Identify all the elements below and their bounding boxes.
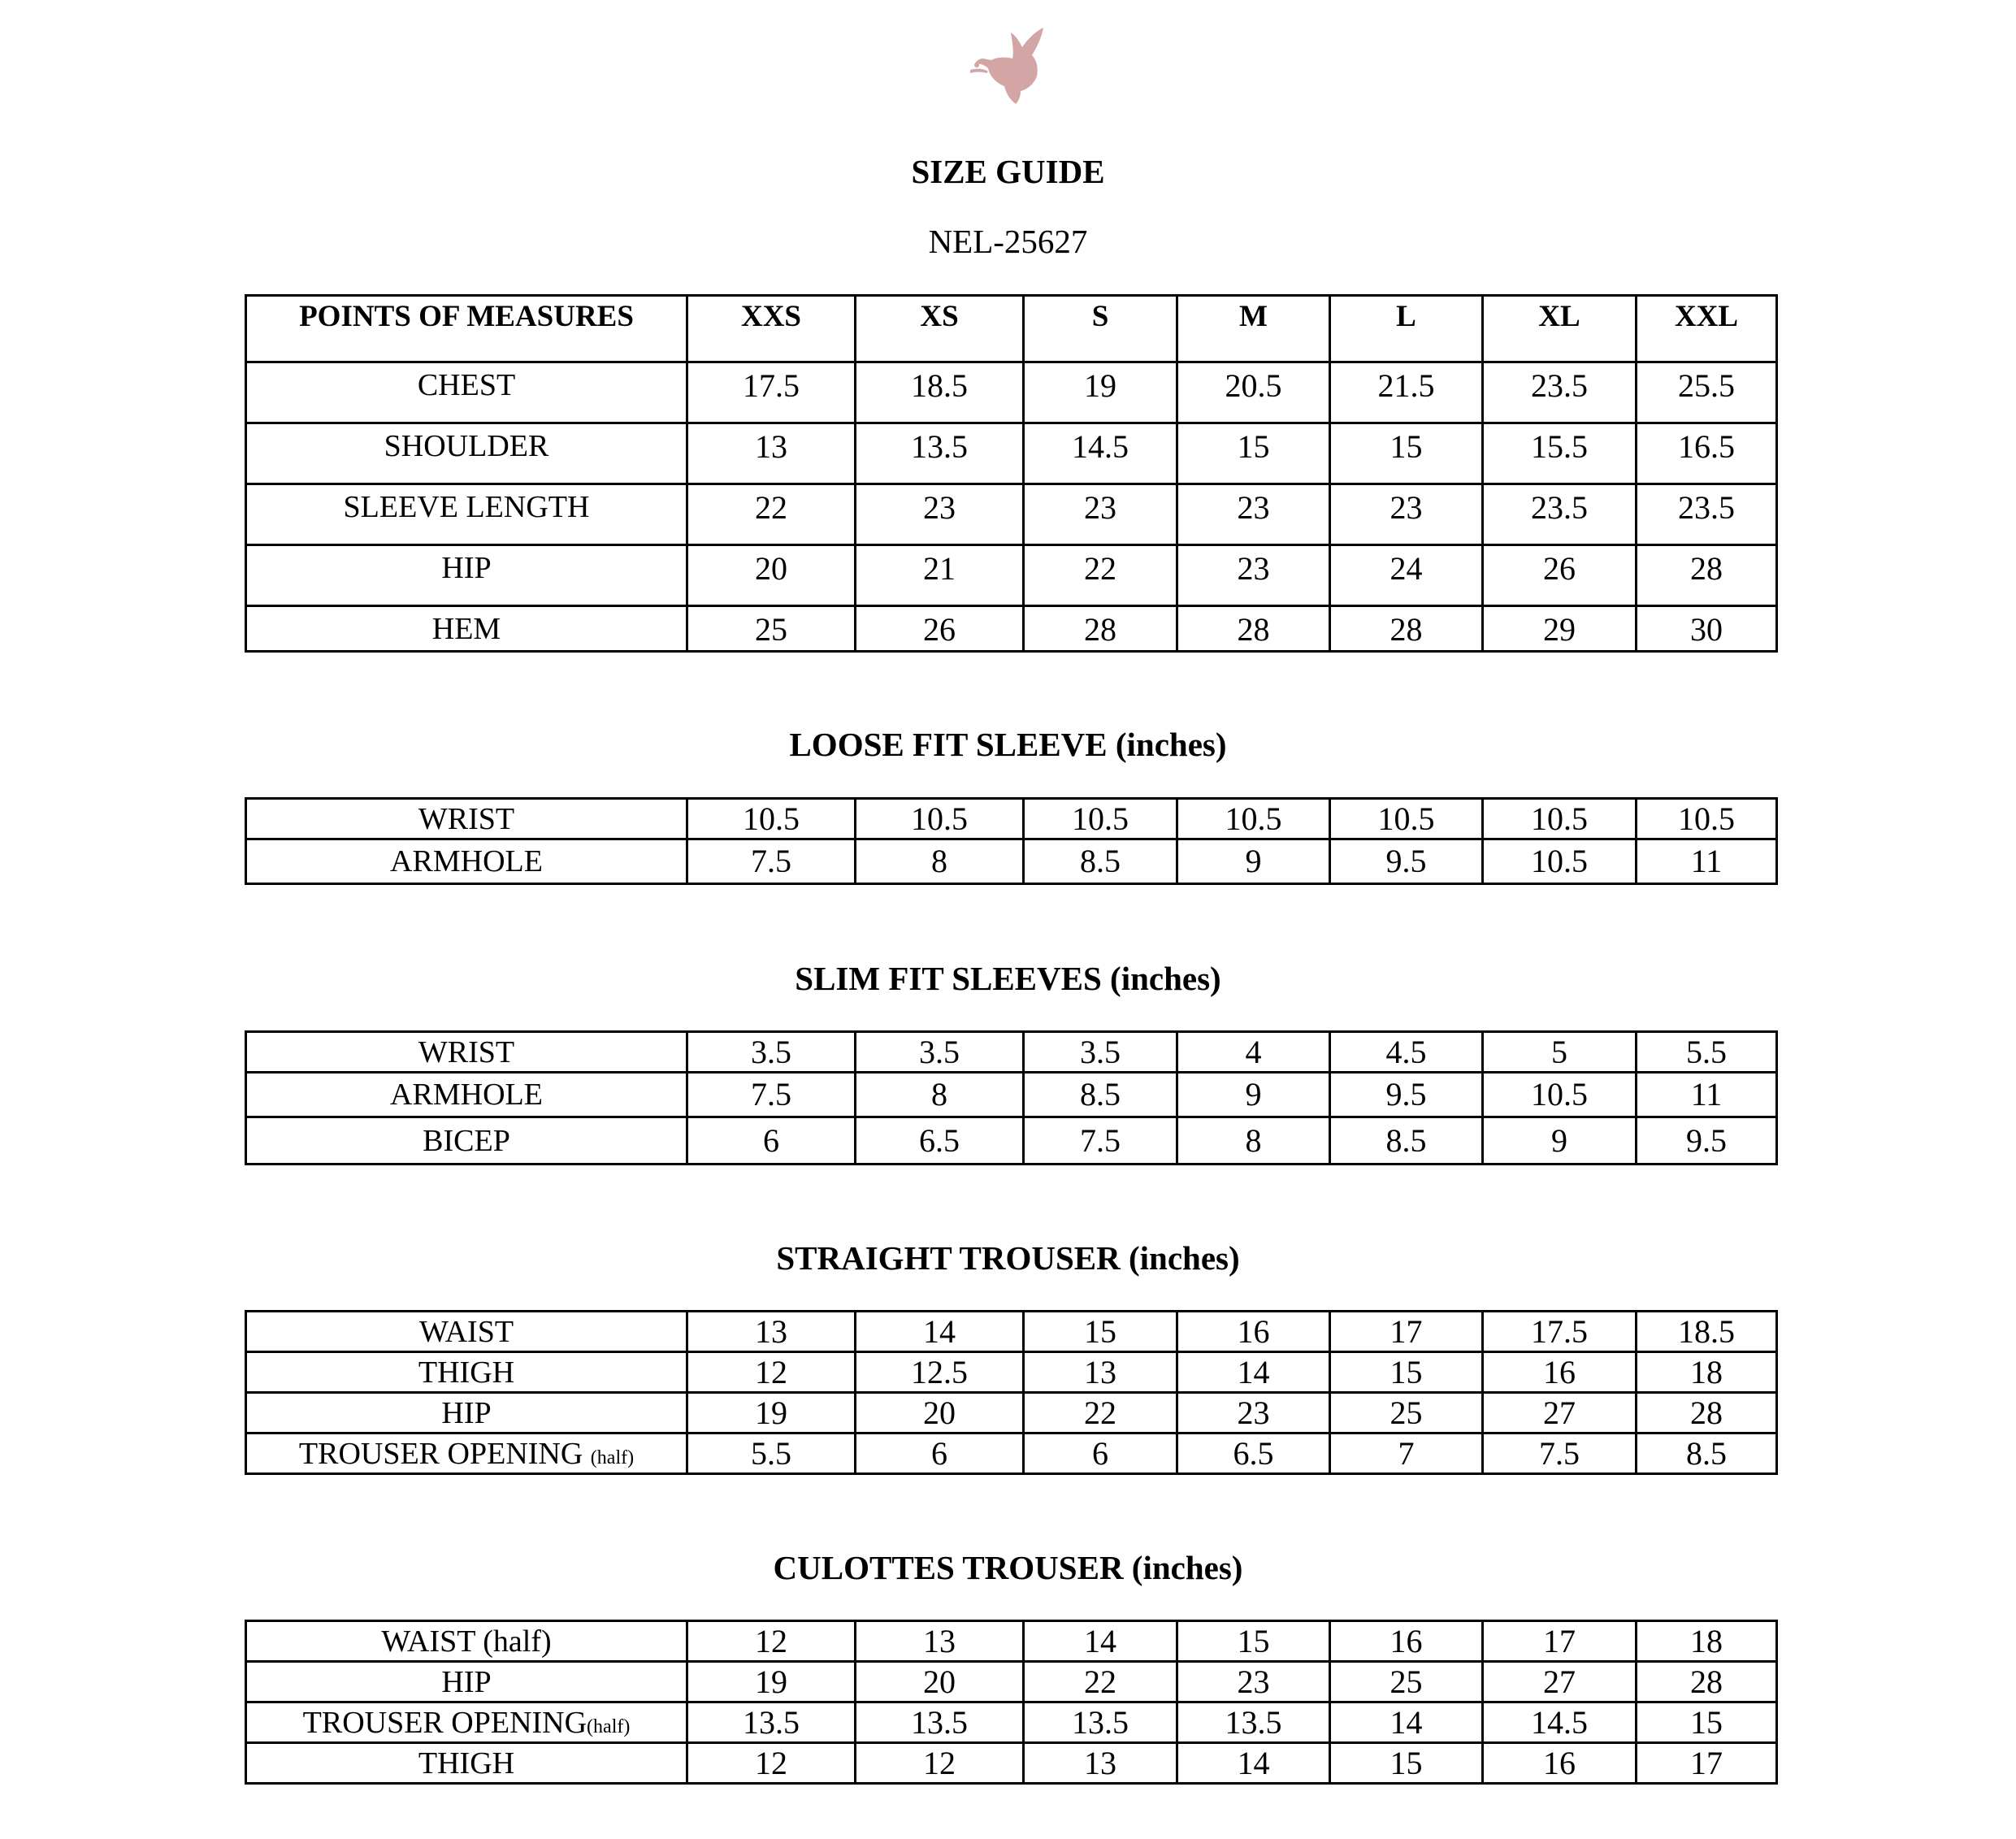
header-cell: L [1330,296,1483,362]
table-cell: 20 [687,545,856,606]
table-cell: 8.5 [1024,839,1177,884]
table-cell: 13.5 [856,1702,1024,1743]
table-cell: 9.5 [1330,1073,1483,1117]
table-cell: 10.5 [1177,799,1330,839]
table-cell: 7.5 [1024,1117,1177,1165]
header-cell: XXL [1637,296,1777,362]
section-title: CULOTTES TROUSER (inches) [773,1549,1243,1586]
table-cell: 16 [1177,1312,1330,1352]
table-cell: 11 [1637,1073,1777,1117]
table-row [246,1743,1777,1784]
table-cell: 10.5 [1330,799,1483,839]
table-cell: 8 [1177,1117,1330,1165]
table-cell: 16 [1330,1621,1483,1662]
table-cell: 6 [1024,1433,1177,1474]
table-cell: 15 [1177,1621,1330,1662]
table-cell: 15 [1330,423,1483,484]
culottes-trouser-table [245,1620,1778,1785]
table-cell: 23 [1177,545,1330,606]
table-cell: 19 [687,1662,856,1702]
table-cell: 5.5 [1637,1032,1777,1073]
table-row [246,1702,1777,1743]
table-cell: 23 [1177,1662,1330,1702]
table-cell: 3.5 [687,1032,856,1073]
table-row [246,839,1777,884]
table-cell: 17 [1637,1743,1777,1784]
table-cell: 28 [1330,606,1483,652]
trouser-opening-label: TROUSER OPENING [298,1436,583,1471]
table-cell: 27 [1483,1662,1637,1702]
table-cell: 20.5 [1177,362,1330,423]
table-cell: 6 [856,1433,1024,1474]
table-cell: 13.5 [1024,1702,1177,1743]
row-label: WAIST [246,1312,687,1352]
table-row [246,545,1777,606]
table-row [246,1662,1777,1702]
row-label: SLEEVE LENGTH [246,484,687,545]
table-cell: 10.5 [1483,1073,1637,1117]
table-cell: 14 [1177,1743,1330,1784]
table-cell: 24 [1330,545,1483,606]
table-cell: 29 [1483,606,1637,652]
table-row [246,1621,1777,1662]
row-label: HIP [246,545,687,606]
table-cell: 20 [856,1662,1024,1702]
table-cell: 13.5 [687,1702,856,1743]
table-cell: 13.5 [1177,1702,1330,1743]
table-cell: 8.5 [1024,1073,1177,1117]
row-label: HEM [246,606,687,652]
table-cell: 27 [1483,1393,1637,1433]
table-cell: 18.5 [856,362,1024,423]
row-label: HIP [246,1662,687,1702]
table-cell: 10.5 [1483,839,1637,884]
table-cell: 23 [1330,484,1483,545]
table-row [246,1433,1777,1474]
table-cell: 5.5 [687,1433,856,1474]
section-title: STRAIGHT TROUSER (inches) [776,1239,1240,1277]
table-cell: 5 [1483,1032,1637,1073]
table-cell: 14 [1024,1621,1177,1662]
table-cell: 8 [856,1073,1024,1117]
table-cell: 9 [1177,1073,1330,1117]
table-cell: 6.5 [856,1117,1024,1165]
section-title: LOOSE FIT SLEEVE (inches) [789,726,1227,763]
header-cell: XXS [687,296,856,362]
table-cell: 10.5 [1637,799,1777,839]
table-cell: 15 [1330,1352,1483,1393]
table-cell: 23 [1024,484,1177,545]
page-title: SIZE GUIDE [911,153,1105,190]
table-cell: 3.5 [856,1032,1024,1073]
table-cell: 14.5 [1024,423,1177,484]
table-row [246,362,1777,423]
table-cell: 28 [1637,545,1777,606]
table-cell: 8.5 [1637,1433,1777,1474]
table-cell: 23 [856,484,1024,545]
table-cell: 28 [1177,606,1330,652]
table-cell: 28 [1637,1662,1777,1702]
straight-trouser-table [245,1310,1778,1475]
table-cell: 6 [687,1117,856,1165]
table-cell: 17.5 [1483,1312,1637,1352]
table-cell: 18 [1637,1352,1777,1393]
table-cell: 28 [1637,1393,1777,1433]
table-cell: 14 [1330,1702,1483,1743]
table-cell: 4.5 [1330,1032,1483,1073]
table-cell: 23.5 [1637,484,1777,545]
table-cell: 7.5 [687,839,856,884]
table-row [246,1073,1777,1117]
table-cell: 13 [687,1312,856,1352]
header-cell: S [1024,296,1177,362]
row-label: THIGH [246,1352,687,1393]
table-cell: 18.5 [1637,1312,1777,1352]
table-cell: 7 [1330,1433,1483,1474]
row-label: THIGH [246,1743,687,1784]
table-cell: 19 [687,1393,856,1433]
table-cell: 15 [1024,1312,1177,1352]
table-cell: 23 [1177,484,1330,545]
table-cell: 10.5 [1483,799,1637,839]
row-label: BICEP [246,1117,687,1165]
row-label: ARMHOLE [246,1073,687,1117]
loose-fit-table [245,797,1778,885]
table-cell: 6.5 [1177,1433,1330,1474]
table-cell: 10.5 [856,799,1024,839]
table-cell: 28 [1024,606,1177,652]
table-cell: 22 [687,484,856,545]
row-label: ARMHOLE [246,839,687,884]
table-row [246,1352,1777,1393]
table-cell: 20 [856,1393,1024,1433]
table-cell: 3.5 [1024,1032,1177,1073]
table-cell: 15 [1637,1702,1777,1743]
section-title: SLIM FIT SLEEVES (inches) [795,960,1221,997]
size-table [245,294,1778,653]
row-label: SHOULDER [246,423,687,484]
table-cell: 23.5 [1483,362,1637,423]
table-row [246,484,1777,545]
table-cell: 25 [1330,1662,1483,1702]
table-cell: 15 [1330,1743,1483,1784]
table-cell: 14 [1177,1352,1330,1393]
row-label: WAIST (half) [246,1621,687,1662]
table-cell: 23.5 [1483,484,1637,545]
table-cell: 21.5 [1330,362,1483,423]
table-cell: 17 [1483,1621,1637,1662]
table-cell: 13 [1024,1743,1177,1784]
table-cell: 25.5 [1637,362,1777,423]
table-cell: 15.5 [1483,423,1637,484]
table-row [246,423,1777,484]
table-cell: 23 [1177,1393,1330,1433]
table-cell: 4 [1177,1032,1330,1073]
table-row [246,1393,1777,1433]
table-cell: 16 [1483,1352,1637,1393]
table-cell: 19 [1024,362,1177,423]
table-cell: 12.5 [856,1352,1024,1393]
table-cell: 13 [687,423,856,484]
table-cell: 12 [687,1352,856,1393]
table-cell: 17.5 [687,362,856,423]
table-cell: 25 [1330,1393,1483,1433]
row-label: HIP [246,1393,687,1433]
table-cell: 12 [856,1743,1024,1784]
table-row [246,606,1777,652]
table-cell: 7.5 [1483,1433,1637,1474]
table-cell: 14.5 [1483,1702,1637,1743]
table-cell: 9.5 [1330,839,1483,884]
table-cell: 11 [1637,839,1777,884]
table-cell: 9 [1483,1117,1637,1165]
trouser-opening-label: TROUSER OPENING [302,1705,587,1740]
table-cell: 26 [1483,545,1637,606]
table-cell: 13 [1024,1352,1177,1393]
table-cell: 26 [856,606,1024,652]
table-cell: 10.5 [687,799,856,839]
table-cell: 12 [687,1621,856,1662]
table-cell: 13 [856,1621,1024,1662]
table-row [246,799,1777,839]
table-cell: 22 [1024,1662,1177,1702]
row-label [246,1702,687,1743]
table-cell: 25 [687,606,856,652]
header-cell: XS [856,296,1024,362]
table-cell: 22 [1024,545,1177,606]
table-row [246,1117,1777,1165]
table-cell: 21 [856,545,1024,606]
style-code: NEL-25627 [928,223,1088,260]
header-cell: XL [1483,296,1637,362]
half-suffix: (half) [590,1446,635,1468]
table-cell: 8.5 [1330,1117,1483,1165]
table-cell: 16.5 [1637,423,1777,484]
table-cell: 17 [1330,1312,1483,1352]
table-cell: 13.5 [856,423,1024,484]
table-cell: 22 [1024,1393,1177,1433]
row-label: CHEST [246,362,687,423]
table-row [246,1032,1777,1073]
table-cell: 7.5 [687,1073,856,1117]
table-cell: 16 [1483,1743,1637,1784]
slim-fit-table [245,1030,1778,1165]
row-label: WRIST [246,799,687,839]
table-cell: 30 [1637,606,1777,652]
table-cell: 9.5 [1637,1117,1777,1165]
table-cell: 12 [687,1743,856,1784]
table-cell: 15 [1177,423,1330,484]
row-label: WRIST [246,1032,687,1073]
table-cell: 18 [1637,1621,1777,1662]
table-row [246,1312,1777,1352]
table-header-row [246,296,1777,362]
dove-icon [969,23,1050,108]
table-cell: 8 [856,839,1024,884]
table-cell: 14 [856,1312,1024,1352]
half-suffix: (half) [587,1715,631,1737]
table-cell: 9 [1177,839,1330,884]
row-label [246,1433,687,1474]
header-cell: M [1177,296,1330,362]
table-cell: 10.5 [1024,799,1177,839]
header-cell: POINTS OF MEASURES [246,296,687,362]
